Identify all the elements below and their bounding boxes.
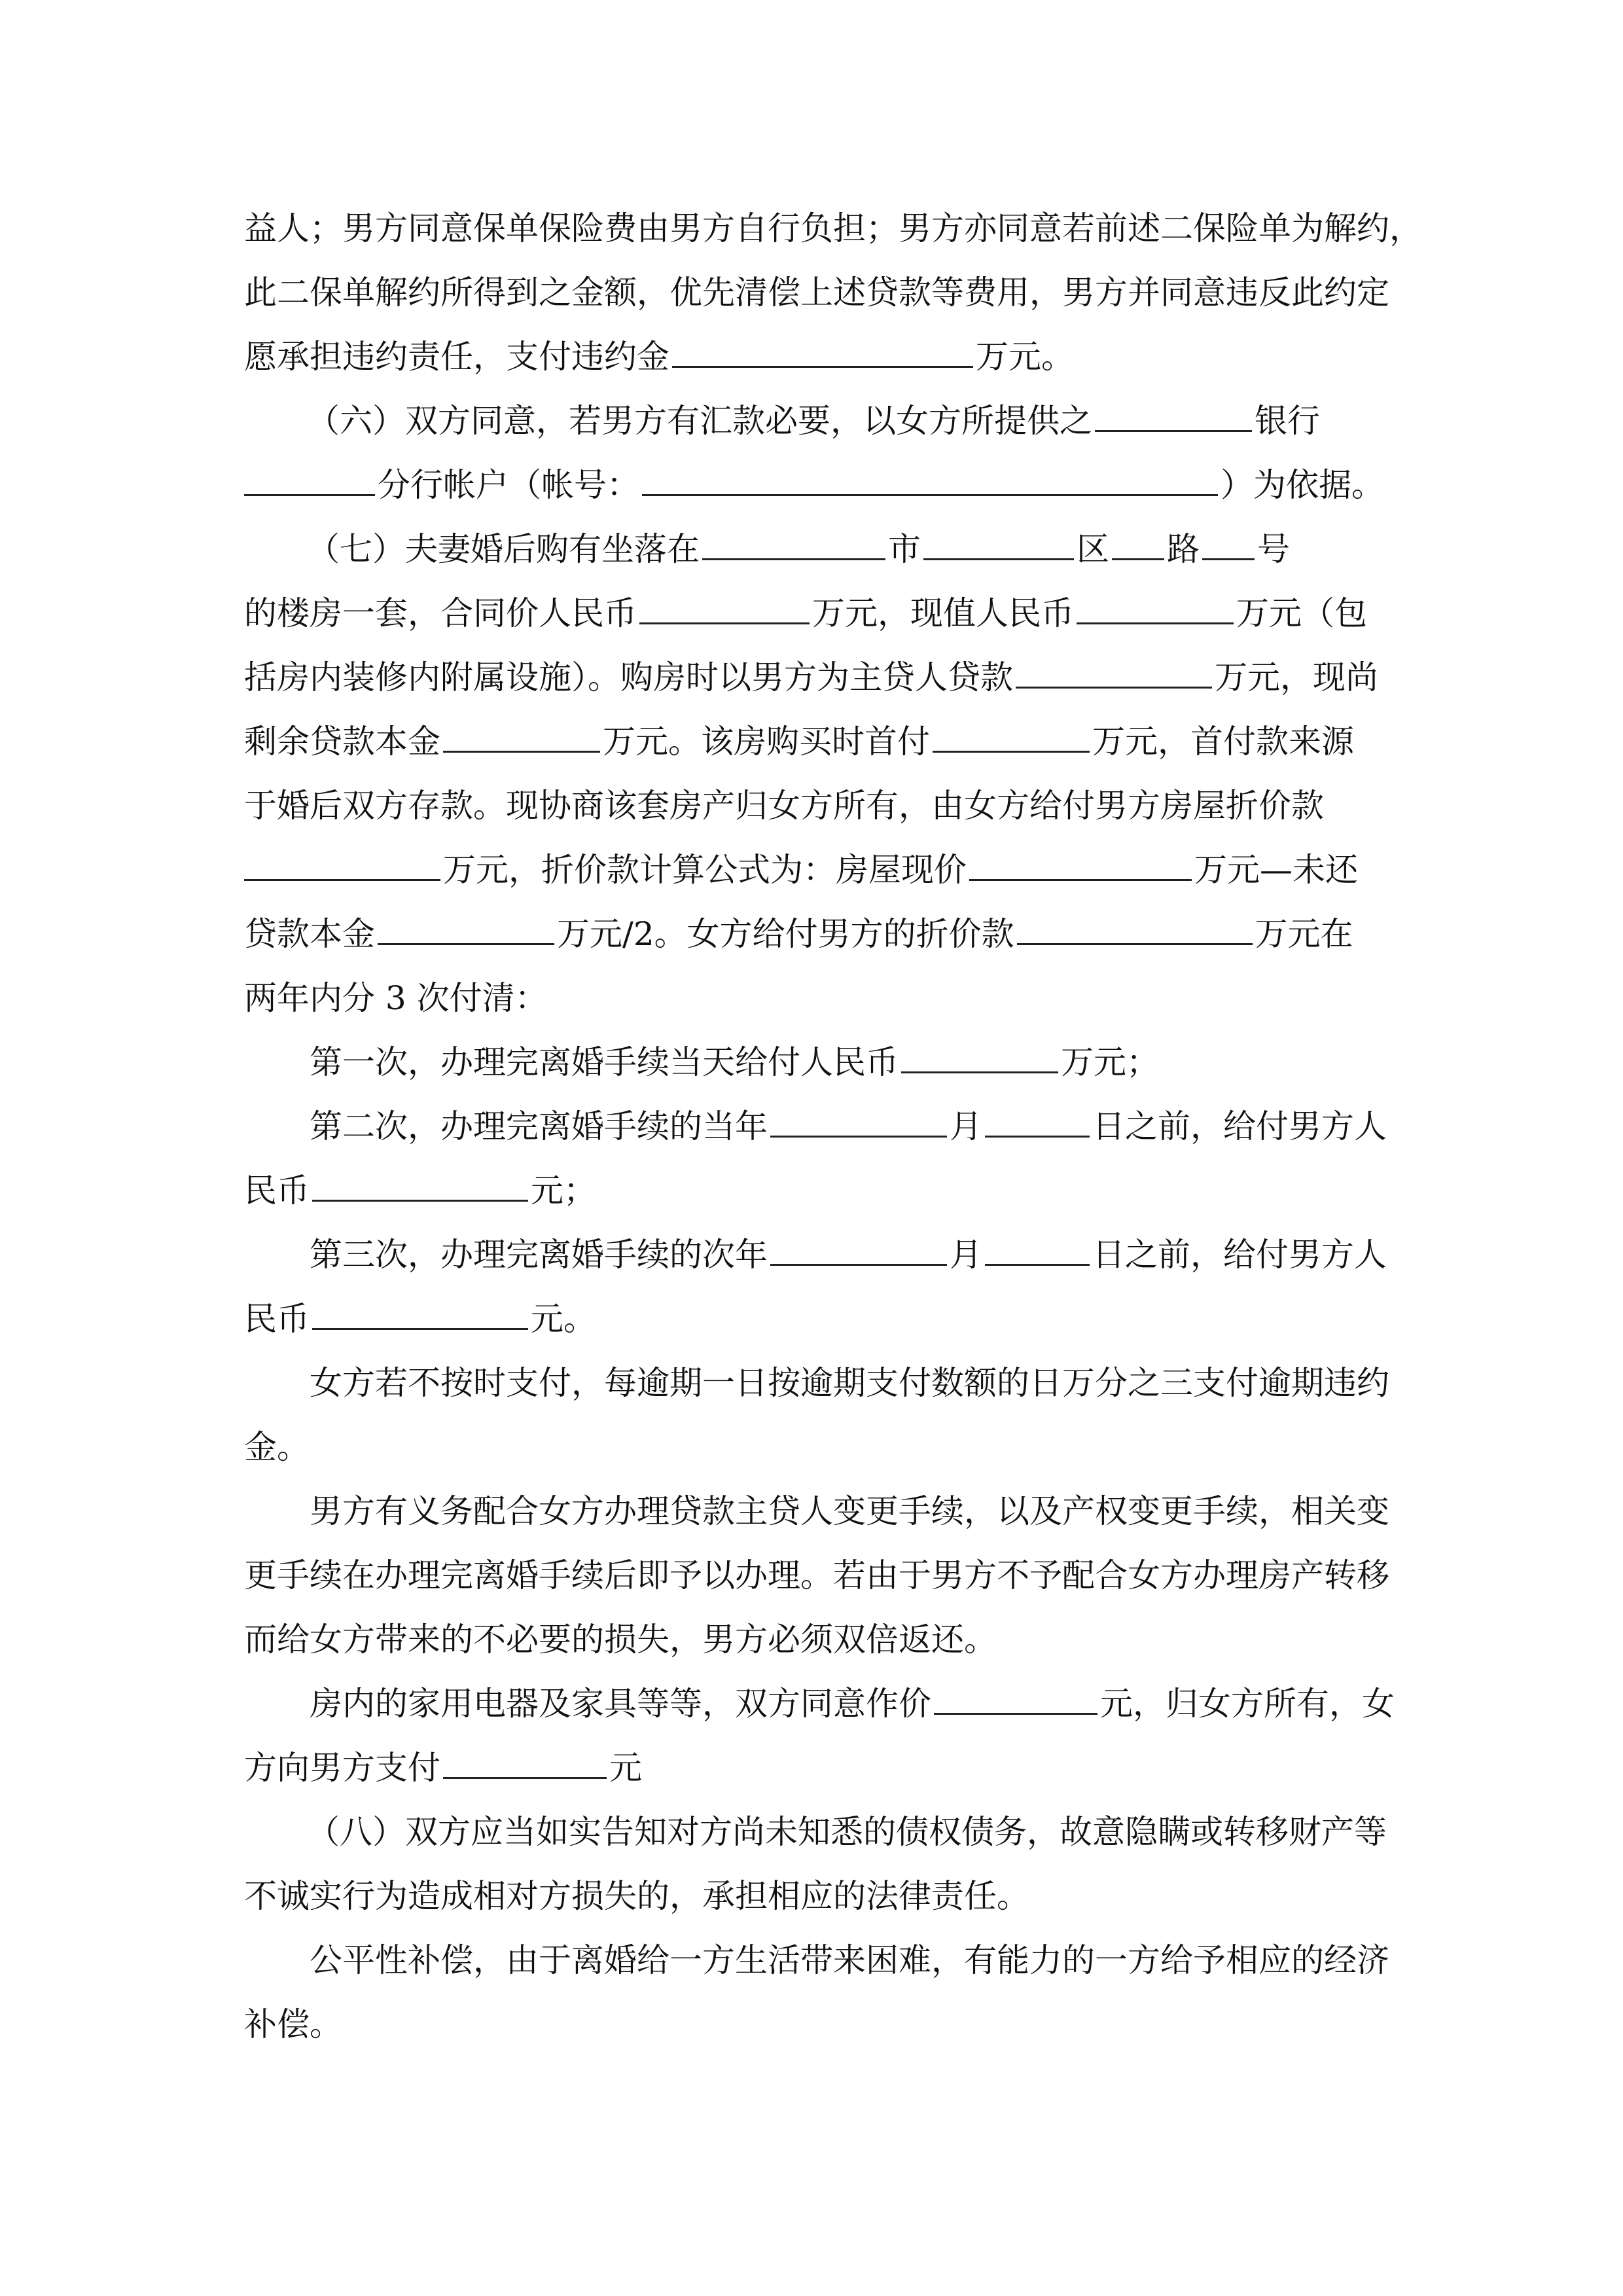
blank-field[interactable] (639, 590, 810, 624)
blank-field[interactable] (443, 718, 600, 753)
blank-field[interactable] (1112, 526, 1164, 560)
paragraph-compensation (244, 1928, 1393, 2056)
text-line: 金。 (244, 1428, 310, 1466)
text-line: （八）双方应当如实告知对方尚未知悉的债权债务，故意隐瞒或转移财产等 (307, 1813, 1387, 1851)
text-line: 女方若不按时支付，每逾期一日按逾期支付数额的日万分之三支付逾期违约 (310, 1364, 1389, 1402)
text-line: 公平性补偿，由于离婚给一方生活带来困难，有能力的一方给予相应的经济 (310, 1941, 1389, 1979)
paragraph-insurance (244, 196, 1422, 389)
text-line: 男方有义务配合女方办理贷款主贷人变更手续，以及产权变更手续，相关变 (310, 1492, 1389, 1530)
text-line: 而给女方带来的不必要的损失，男方必须双倍返还。 (244, 1621, 997, 1659)
blank-field[interactable] (969, 846, 1192, 881)
document-body (244, 196, 1422, 2056)
text-line: （六）双方同意，若男方有汇款必要，以女方所提供之 银行 (244, 389, 1393, 453)
text-line: 更手续在办理完离婚手续后即予以办理。若由于男方不予配合女方办理房产转移 (244, 1556, 1389, 1594)
blank-field[interactable] (934, 1680, 1097, 1715)
text-line: 贷款本金 万元/2。女方给付男方的折价款 万元在 (244, 902, 1393, 966)
text-line: 括房内装修内附属设施）。购房时以男方为主贷人贷款 万元，现尚 (244, 645, 1393, 709)
paragraph-furniture (244, 1672, 1393, 1800)
blank-field[interactable] (770, 1103, 947, 1138)
text-line: 第一次，办理完离婚手续当天给付人民币 万元； (244, 1030, 1393, 1094)
text-line: 此二保单解约所得到之金额，优先清偿上述贷款等费用，男方并同意违反此约定 (244, 274, 1389, 312)
text-line: （七）夫妻婚后购有坐落在 市 区 路 号 (244, 517, 1393, 581)
text-line: 第二次，办理完离婚手续的当年 月 日之前，给付男方人 (244, 1094, 1393, 1158)
blank-field[interactable] (985, 1103, 1090, 1138)
text-line: 万元，折价款计算公式为：房屋现价 万元—未还 (244, 838, 1393, 902)
text-line: 分行帐户（帐号： ）为依据。 (244, 453, 1393, 517)
paragraph-late-fee (244, 1351, 1393, 1479)
text-line: 剩余贷款本金 万元。该房购买时首付 万元，首付款来源 (244, 709, 1393, 774)
blank-field[interactable] (244, 846, 440, 881)
paragraph-cooperation (244, 1479, 1393, 1672)
text-line: 愿承担违约责任，支付违约金 万元。 (244, 325, 1393, 389)
blank-field[interactable] (642, 461, 1218, 496)
text-line: 于婚后双方存款。现协商该套房产归女方所有，由女方给付男方房屋折价款 (244, 787, 1324, 825)
blank-field[interactable] (244, 461, 375, 496)
blank-field[interactable] (672, 333, 973, 368)
blank-field[interactable] (901, 1039, 1058, 1073)
blank-field[interactable] (1017, 910, 1253, 945)
text-line: 不诚实行为造成相对方损失的，承担相应的法律责任。 (244, 1877, 1029, 1915)
blank-field[interactable] (312, 1167, 528, 1202)
blank-field[interactable] (985, 1231, 1090, 1266)
clause-six (244, 389, 1393, 517)
blank-field[interactable] (443, 1744, 607, 1779)
clause-eight (244, 1800, 1393, 1928)
text-line: 两年内分 3 次付清： (244, 979, 548, 1017)
blank-field[interactable] (770, 1231, 947, 1266)
text-line: 第三次，办理完离婚手续的次年 月 日之前，给付男方人 (244, 1223, 1393, 1287)
blank-field[interactable] (1202, 526, 1255, 560)
blank-field[interactable] (1077, 590, 1234, 624)
text-line: 民币 元。 (244, 1287, 1393, 1351)
text-line: 益人；男方同意保单保险费由男方自行负担；男方亦同意若前述二保险单为解约， (244, 209, 1422, 247)
text-line: 民币 元； (244, 1158, 1393, 1223)
clause-seven (244, 517, 1393, 1030)
blank-field[interactable] (702, 526, 885, 560)
blank-field[interactable] (1095, 397, 1252, 432)
payment-schedule (244, 1030, 1393, 1351)
text-line: 的楼房一套，合同价人民币 万元，现值人民币 万元（包 (244, 581, 1393, 645)
text-line: 方向男方支付 元 (244, 1736, 1393, 1800)
text-line: 房内的家用电器及家具等等，双方同意作价 元，归女方所有，女 (244, 1672, 1393, 1736)
text-line: 补偿。 (244, 2005, 342, 2043)
blank-field[interactable] (378, 910, 554, 945)
blank-field[interactable] (1016, 654, 1212, 689)
blank-field[interactable] (923, 526, 1074, 560)
blank-field[interactable] (933, 718, 1090, 753)
blank-field[interactable] (312, 1295, 528, 1330)
